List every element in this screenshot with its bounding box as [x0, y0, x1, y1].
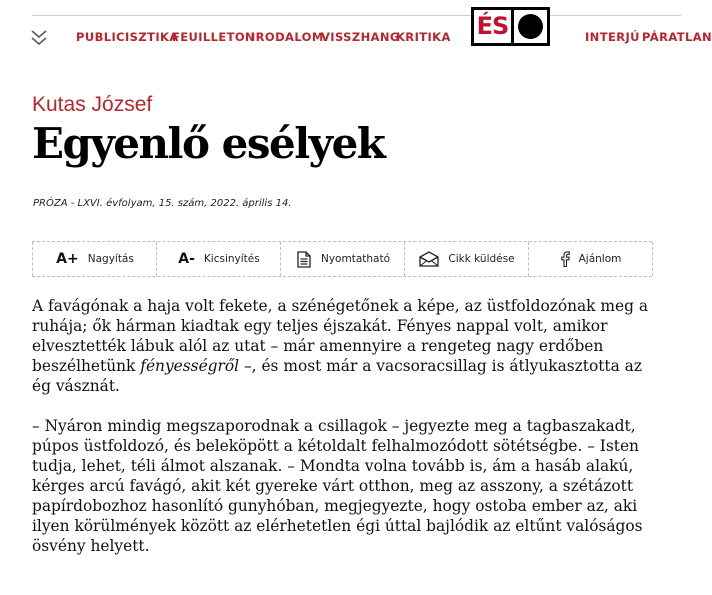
enlarge-label: Nagyítás	[87, 253, 134, 265]
shrink-button[interactable]	[156, 242, 281, 276]
nav-paratlan[interactable]: PÁRATLAN	[642, 30, 712, 44]
send-article-label: Cikk küldése	[448, 253, 515, 265]
double-chevron-down-icon[interactable]	[30, 28, 48, 48]
text-enlarge-icon: A+	[56, 251, 79, 267]
send-article-button[interactable]	[404, 242, 529, 276]
text-shrink-icon: A-	[178, 251, 195, 267]
print-label: Nyomtatható	[320, 253, 391, 265]
shrink-label: Kicsinyítés	[203, 253, 260, 265]
facebook-icon	[560, 251, 570, 267]
es-logo[interactable]	[471, 7, 550, 46]
article-body	[32, 296, 662, 576]
logo-es-text: ÉS	[474, 10, 511, 43]
paragraph-1-emphasis: fényességről	[140, 357, 240, 375]
nav-kritika[interactable]: KRITIKA	[396, 30, 451, 44]
print-document-icon	[296, 251, 312, 268]
article-author[interactable]: Kutas József	[32, 93, 153, 116]
body-paragraph-2: – Nyáron mindig megszaporodnak a csillagok – jegyezte meg a tagbaszakadt, púpos üstfoldozó, és beleköpött a kétoldalt felhalmozódott sötétségbe. – Isten tudja, lehet, téli álmot alszanak. – Mondta volna tovább is, ám a hasáb alakú, kérges arcú favágó, akit két gyereke várt otthon, meg az asszony, a szétázott papírdobozhoz hasonlító gunyhóban, megjegyezte, hogy ostoba ember az, aki ilyen körülmények között az elérhetetlen égi úttal bajlódik az eltűnt valóságos ösvény helyett.	[32, 417, 643, 555]
nav-publicisztika[interactable]: PUBLICISZTIKA	[76, 30, 179, 44]
body-paragraph-1	[32, 296, 662, 396]
nav-visszhang[interactable]: VISSZHANG	[321, 30, 400, 44]
paragraph-1-start: A favágónak a haja volt fekete, a szénégetőnek a képe, az üstfoldozónak meg a ruhája; ők hárman kiadtak egy teljes éjszakát. Fényes nappal volt, amikor elvesztették lábuk alól az utat – már amennyire a rengeteg nagy erdőben beszélhetünk	[32, 297, 649, 375]
nav-interju[interactable]: INTERJÚ	[585, 30, 640, 44]
paragraph-1-end: –, és most már a vacsoracsillag is átlyukasztotta az ég vásznát.	[32, 357, 642, 395]
nav-irodalom[interactable]: IRODALOM	[251, 30, 324, 44]
header-top-divider	[32, 15, 681, 16]
envelope-icon	[419, 251, 439, 267]
nav-feuilleton[interactable]: FEUILLETON	[172, 30, 256, 44]
print-button[interactable]	[280, 242, 405, 276]
logo-dot-icon	[518, 14, 543, 39]
share-label: Ajánlom	[578, 253, 622, 265]
article-title: Egyenlő esélyek	[32, 119, 385, 168]
article-toolbar	[32, 241, 652, 277]
logo-dot-box	[514, 10, 547, 43]
enlarge-button[interactable]	[32, 242, 157, 276]
share-button[interactable]	[528, 242, 653, 276]
article-meta: PRÓZA - LXVI. évfolyam, 15. szám, 2022. április 14.	[33, 198, 292, 209]
